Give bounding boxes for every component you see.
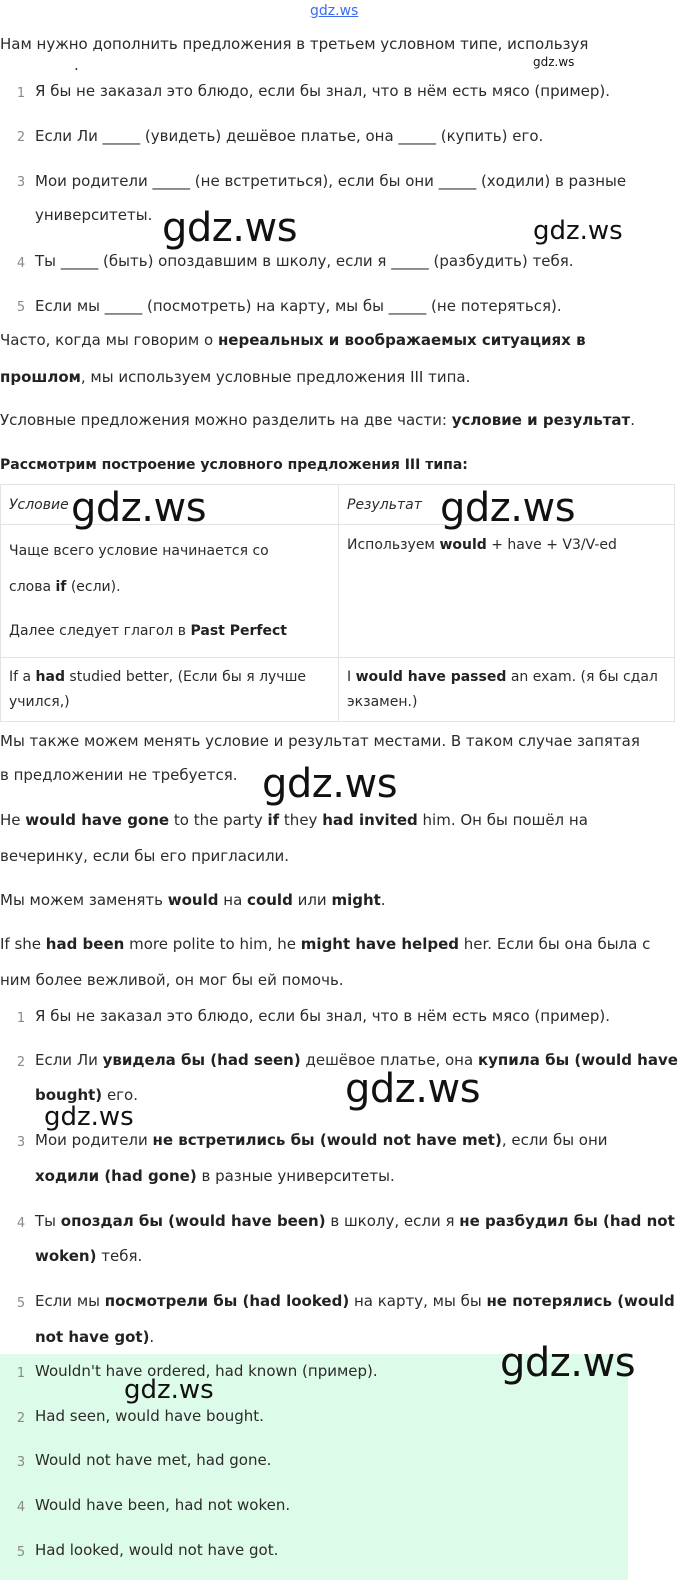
watermark: gdz.ws <box>440 485 576 531</box>
table-cell: I would have passed an exam. (я бы сдал экзамен.) <box>339 658 675 722</box>
answer-item: Would have been, had not woken. <box>35 1496 291 1514</box>
theory-paragraph: Мы также можем менять условие и результат местами. В таком случае запятая <box>0 732 640 750</box>
solution-item-continued: bought) его. <box>35 1086 138 1104</box>
list-number: 1 <box>16 86 26 101</box>
table-cell: If a had studied better, (Если бы я лучше учился,) <box>1 658 339 722</box>
theory-paragraph: Условные предложения можно разделить на две части: условие и результат. <box>0 411 636 429</box>
watermark: gdz.ws <box>345 1066 481 1112</box>
watermark-top[interactable]: gdz.ws <box>310 3 359 19</box>
list-number: 2 <box>16 1411 26 1426</box>
list-number: 4 <box>16 256 26 271</box>
solution-item-continued: woken) тебя. <box>35 1247 143 1265</box>
theory-paragraph: Мы можем заменять would на could или might. <box>0 891 386 909</box>
list-number: 5 <box>16 1296 26 1311</box>
list-number: 4 <box>16 1216 26 1231</box>
task-item: Я бы не заказал это блюдо, если бы знал, что в нём есть мясо (пример). <box>35 82 611 100</box>
task-item: Ты _____ (быть) опоздавшим в школу, если я _____ (разбудить) тебя. <box>35 252 574 270</box>
watermark: gdz.ws <box>500 1340 636 1386</box>
task-item: Если мы _____ (посмотреть) на карту, мы бы _____ (не потеряться). <box>35 297 562 315</box>
solution-item: Если Ли увидела бы (had seen) дешёвое платье, она купила бы (would have <box>35 1051 678 1069</box>
list-number: 5 <box>16 300 26 315</box>
table-cell: Используем would + have + V3/V-ed <box>339 525 675 658</box>
list-number: 3 <box>16 1135 26 1150</box>
solution-item-continued: not have got). <box>35 1328 155 1346</box>
example-sentence-continued: ним более вежливой, он мог бы ей помочь. <box>0 971 344 989</box>
example-sentence: If she had been more polite to him, he might have helped her. Если бы она была с <box>0 935 651 953</box>
solution-item: Я бы не заказал это блюдо, если бы знал, что в нём есть мясо (пример). <box>35 1007 611 1025</box>
watermark: gdz.ws <box>71 485 207 531</box>
intro-dot: . <box>74 56 79 74</box>
solution-item-continued: ходили (had gone) в разные университеты. <box>35 1167 395 1185</box>
list-number: 5 <box>16 1545 26 1560</box>
theory-paragraph: Часто, когда мы говорим о нереальных и воображаемых ситуациях в <box>0 331 586 349</box>
theory-paragraph-continued: в предложении не требуется. <box>0 766 238 784</box>
answer-item: Had seen, would have bought. <box>35 1407 264 1425</box>
watermark: gdz.ws <box>124 1375 214 1405</box>
answer-item: Wouldn't have ordered, had known (пример). <box>35 1362 378 1380</box>
watermark: gdz.ws <box>533 55 575 69</box>
solution-item: Ты опоздал бы (would have been) в школу, если я не разбудил бы (had not <box>35 1212 675 1230</box>
task-item: Мои родители _____ (не встретиться), если бы они _____ (ходили) в разные <box>35 172 627 190</box>
list-number: 1 <box>16 1366 26 1381</box>
watermark: gdz.ws <box>262 761 398 807</box>
list-number: 4 <box>16 1500 26 1515</box>
table-cell: Чаще всего условие начинается со слова if (если). Далее следует глагол в Past Perfect <box>1 525 339 658</box>
intro-text: Нам нужно дополнить предложения в третьем условном типе, используя <box>0 35 589 53</box>
theory-paragraph-continued: прошлом, мы используем условные предложения III типа. <box>0 368 471 386</box>
list-number: 3 <box>16 1455 26 1470</box>
table-title: Рассмотрим построение условного предложения III типа: <box>0 457 468 473</box>
table-header-condition: Условие <box>1 485 339 525</box>
list-number: 1 <box>16 1011 26 1026</box>
solution-item: Если мы посмотрели бы (had looked) на карту, мы бы не потерялись (would <box>35 1292 675 1310</box>
example-sentence: He would have gone to the party if they had invited him. Он бы пошёл на <box>0 811 588 829</box>
answer-item: Had looked, would not have got. <box>35 1541 279 1559</box>
solution-item: Мои родители не встретились бы (would not have met), если бы они <box>35 1131 608 1149</box>
list-number: 2 <box>16 1055 26 1070</box>
example-sentence-continued: вечеринку, если бы его пригласили. <box>0 847 290 865</box>
table-header-result: Результат <box>339 485 675 525</box>
task-item-continued: университеты. <box>35 206 153 224</box>
task-item: Если Ли _____ (увидеть) дешёвое платье, она _____ (купить) его. <box>35 127 544 145</box>
watermark: gdz.ws <box>533 216 623 246</box>
watermark: gdz.ws <box>162 205 298 251</box>
answer-item: Would not have met, had gone. <box>35 1451 272 1469</box>
watermark: gdz.ws <box>44 1102 134 1132</box>
list-number: 2 <box>16 130 26 145</box>
list-number: 3 <box>16 175 26 190</box>
